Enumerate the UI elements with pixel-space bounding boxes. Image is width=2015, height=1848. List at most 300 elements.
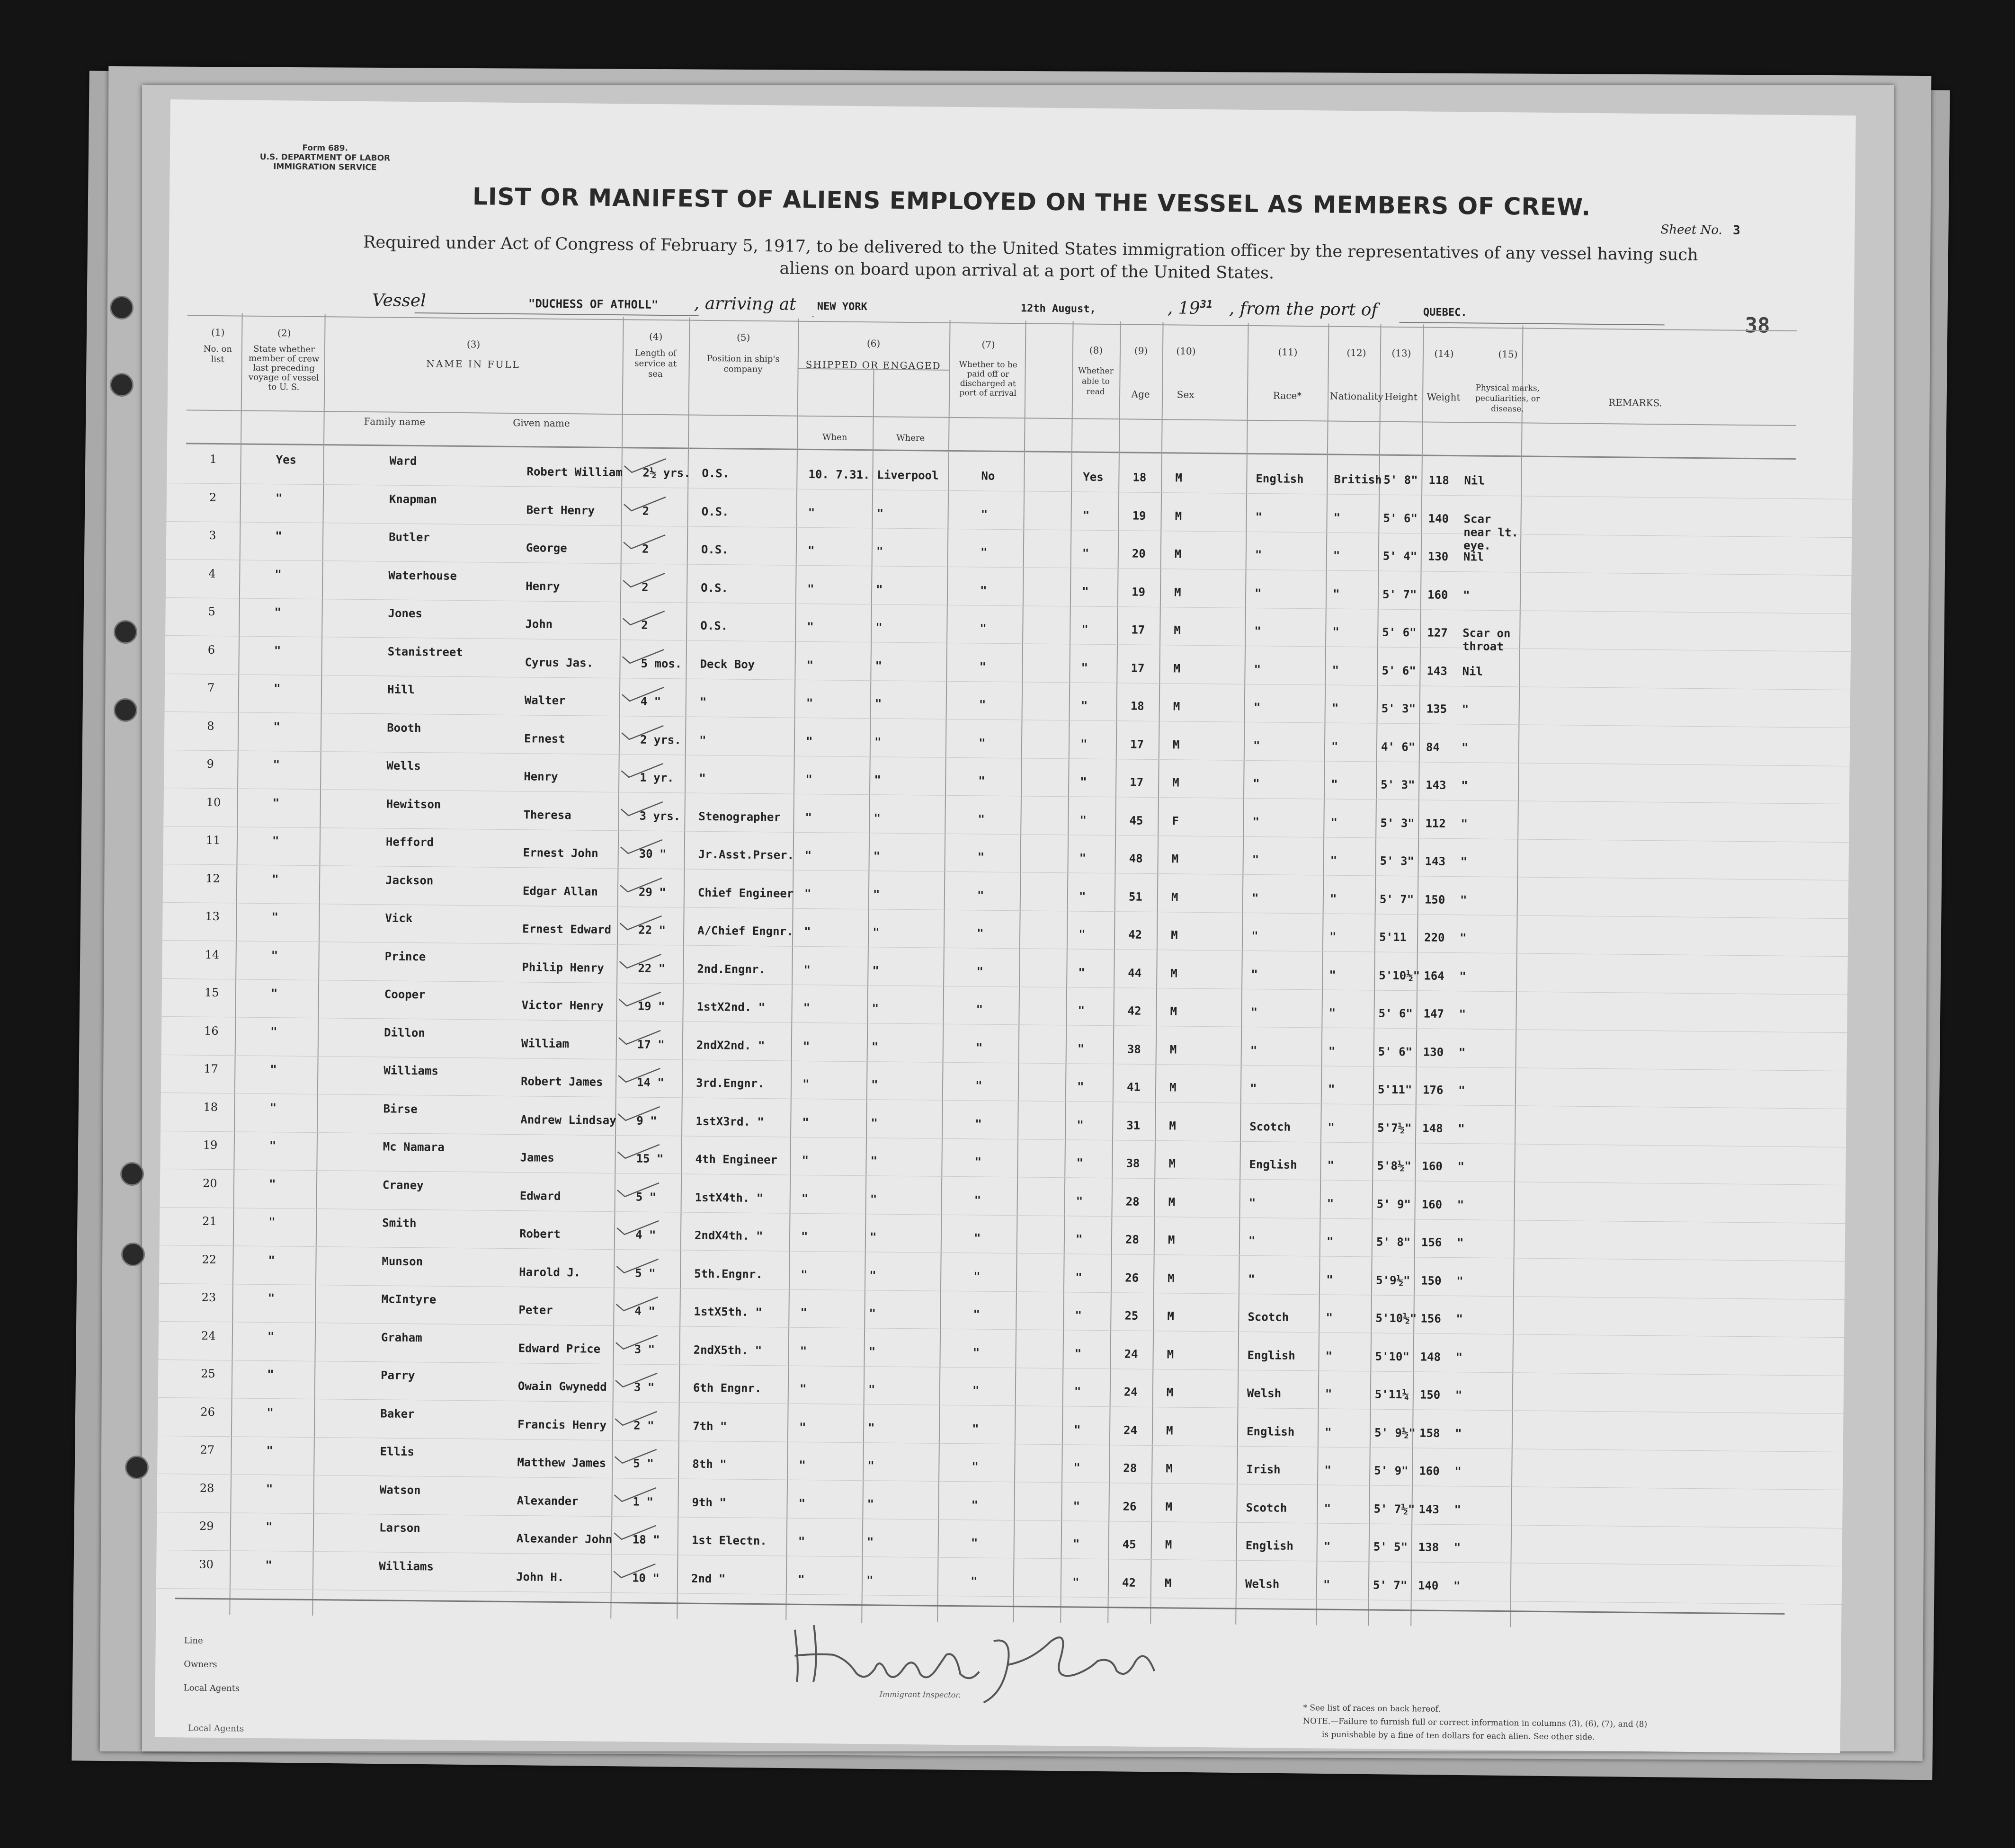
service-length: 30 " xyxy=(639,847,667,861)
shipped-where: " xyxy=(876,582,883,596)
previous-voyage: " xyxy=(267,1368,274,1381)
age: 31 xyxy=(1126,1118,1141,1132)
physical-marks: " xyxy=(1461,817,1468,830)
row-number: 5 xyxy=(208,604,216,618)
able-to-read: " xyxy=(1074,1385,1081,1398)
family-name: Williams xyxy=(383,1064,439,1078)
sex: M xyxy=(1169,1119,1176,1132)
service-length: 2 xyxy=(642,504,650,518)
family-name: Ellis xyxy=(380,1445,414,1459)
col-1-label: No. on list xyxy=(203,344,232,365)
row-number: 18 xyxy=(203,1100,218,1114)
nationality: " xyxy=(1331,739,1338,753)
height: 5' 6" xyxy=(1382,664,1416,677)
age: 18 xyxy=(1130,699,1144,713)
given-name: Alexander John xyxy=(516,1532,613,1546)
previous-voyage: " xyxy=(266,1482,273,1495)
physical-marks: " xyxy=(1455,1388,1462,1402)
weight: 143 xyxy=(1425,854,1446,868)
previous-voyage: " xyxy=(274,605,282,619)
vessel-name: "DUCHESS OF ATHOLL" xyxy=(528,297,659,311)
able-to-read: " xyxy=(1081,622,1088,636)
check-mark-icon xyxy=(608,1295,665,1314)
family-name: Williams xyxy=(379,1559,434,1573)
weight: 118 xyxy=(1428,473,1449,487)
position: 1stX4th. " xyxy=(695,1191,764,1205)
check-mark-icon xyxy=(612,952,669,971)
age: 38 xyxy=(1127,1042,1141,1056)
shipped-when: " xyxy=(804,887,811,900)
given-name: Matthew James xyxy=(517,1456,606,1470)
height: 5'11" xyxy=(1377,1083,1412,1097)
given-name: Peter xyxy=(518,1303,553,1317)
family-name: Hill xyxy=(387,683,415,697)
shipped-when: " xyxy=(799,1420,806,1434)
col-8-num: (8) xyxy=(1089,344,1103,356)
row-number: 20 xyxy=(202,1176,217,1190)
col-12-label: Nationality xyxy=(1329,390,1384,402)
col-2-num: (2) xyxy=(277,327,291,339)
given-name: Edgar Allan xyxy=(522,884,598,898)
service-length: 2½ yrs. xyxy=(642,466,691,480)
shipped-when: " xyxy=(807,582,814,595)
shipped-where: " xyxy=(867,1497,874,1510)
weight: 150 xyxy=(1421,1273,1442,1288)
nationality: " xyxy=(1333,511,1341,524)
service-length: 3 " xyxy=(634,1342,655,1356)
paid-off: " xyxy=(973,1307,981,1321)
paid-off: " xyxy=(978,774,985,788)
col-6-label: SHIPPED OR ENGAGED xyxy=(805,358,941,372)
given-name: Ernest xyxy=(524,731,565,746)
col-1-num: (1) xyxy=(211,326,225,338)
binder-hole xyxy=(120,1162,144,1186)
physical-marks: " xyxy=(1459,1007,1466,1021)
height: 5' 8" xyxy=(1383,473,1418,487)
race: " xyxy=(1253,777,1260,791)
subtitle-line-1: Required under Act of Congress of February 5, 1917, to be delivered to the United States immigration officer by the representatives of any vessel having such xyxy=(363,232,1698,265)
weight: 176 xyxy=(1422,1083,1444,1097)
sheet-number xyxy=(1660,222,1740,238)
nationality: " xyxy=(1325,1387,1332,1401)
given-name: Henry xyxy=(526,579,560,593)
given-name: Edward Price xyxy=(518,1341,601,1356)
paid-off: " xyxy=(972,1345,980,1359)
height: 5' 7" xyxy=(1379,892,1414,906)
row-number: 6 xyxy=(207,643,215,657)
able-to-read: " xyxy=(1078,1004,1085,1017)
paid-off: " xyxy=(980,622,987,635)
family-name: Vick xyxy=(385,911,413,925)
weight: 160 xyxy=(1427,588,1448,602)
able-to-read: " xyxy=(1075,1270,1082,1284)
family-name: Larson xyxy=(379,1521,420,1535)
nationality: " xyxy=(1331,777,1338,791)
able-to-read: " xyxy=(1080,737,1088,751)
position: A/Chief Engnr. xyxy=(697,924,794,938)
able-to-read: " xyxy=(1076,1156,1084,1170)
col-6-num: (6) xyxy=(866,338,881,349)
previous-voyage: " xyxy=(269,1101,277,1114)
previous-voyage: " xyxy=(268,1253,276,1267)
check-mark-icon xyxy=(615,685,671,704)
able-to-read: " xyxy=(1073,1461,1080,1475)
paid-off: " xyxy=(977,850,985,864)
row-number: 25 xyxy=(201,1367,215,1381)
weight: 127 xyxy=(1427,626,1448,640)
height: 5' 6" xyxy=(1382,625,1417,640)
paid-off: " xyxy=(974,1155,982,1169)
col-8-label: Whether able to read xyxy=(1078,366,1114,397)
age: 19 xyxy=(1131,585,1146,599)
family-name: Hefford xyxy=(385,835,434,849)
race: English xyxy=(1256,472,1304,486)
physical-marks: " xyxy=(1459,969,1466,983)
footnote-penalty: NOTE.—Failure to furnish full or correct information in columns (3), (6), (7), and (8) xyxy=(1303,1716,1648,1730)
paid-off: " xyxy=(976,964,983,978)
check-mark-icon xyxy=(610,1181,667,1200)
shipped-when: " xyxy=(807,543,815,558)
position: Chief Engineer xyxy=(697,886,794,900)
physical-marks: " xyxy=(1456,1312,1463,1326)
service-length: 5 " xyxy=(635,1190,657,1204)
shipped-where: " xyxy=(874,811,881,825)
family-name: Knapman xyxy=(389,492,437,506)
row-number: 26 xyxy=(200,1405,215,1419)
age: 24 xyxy=(1123,1385,1138,1399)
sex: M xyxy=(1169,1042,1177,1056)
footnote-races: * See list of races on back hereof. xyxy=(1303,1703,1441,1714)
previous-voyage: " xyxy=(268,1177,276,1191)
row-number: 3 xyxy=(209,528,216,542)
physical-marks: " xyxy=(1457,1160,1465,1173)
service-length: 3 " xyxy=(633,1380,655,1394)
physical-marks: " xyxy=(1456,1274,1463,1288)
height: 5' 7½" xyxy=(1373,1502,1415,1516)
weight: 160 xyxy=(1422,1159,1443,1173)
position: O.S. xyxy=(702,466,730,480)
shipped-where: " xyxy=(875,621,883,634)
service-length: 10 " xyxy=(632,1571,660,1585)
row-number: 10 xyxy=(206,795,221,809)
nationality: " xyxy=(1327,1197,1334,1210)
height: 5' 8" xyxy=(1376,1235,1411,1249)
nationality: " xyxy=(1324,1425,1332,1439)
previous-voyage: " xyxy=(275,529,282,543)
race: " xyxy=(1254,662,1261,676)
sex: F xyxy=(1172,814,1179,828)
sex: M xyxy=(1169,1081,1177,1094)
family-name: Parry xyxy=(381,1368,415,1383)
weight: 156 xyxy=(1420,1312,1441,1325)
sex: M xyxy=(1167,1309,1175,1323)
weight: 147 xyxy=(1423,1007,1444,1021)
age: 17 xyxy=(1130,737,1144,751)
race: " xyxy=(1248,1272,1255,1286)
binder-hole xyxy=(110,373,134,397)
binder-hole xyxy=(114,698,137,722)
shipped-where: " xyxy=(876,544,883,558)
shipped-when: " xyxy=(804,924,811,939)
col-3-label: NAME IN FULL xyxy=(426,358,520,371)
age: 45 xyxy=(1122,1537,1136,1551)
col-15-label: Physical marks, peculiarities, or disease. xyxy=(1475,383,1540,414)
physical-marks: " xyxy=(1456,1236,1464,1250)
previous-voyage: " xyxy=(270,1024,277,1038)
shipped-where: " xyxy=(866,1535,874,1549)
weight: 140 xyxy=(1418,1578,1439,1592)
age: 25 xyxy=(1124,1309,1139,1323)
col-5-label: Position in ship's company xyxy=(706,353,780,375)
paid-off: " xyxy=(976,1003,983,1016)
position: 5th.Engnr. xyxy=(694,1267,763,1281)
shipped-where: " xyxy=(868,1421,875,1434)
shipped-when: " xyxy=(799,1458,806,1472)
col-divider xyxy=(937,320,950,1622)
height: 5'10" xyxy=(1375,1350,1410,1363)
departure-port: QUEBEC. xyxy=(1423,306,1467,319)
col-3-num: (3) xyxy=(466,338,481,350)
position: Jr.Asst.Prser. xyxy=(698,847,794,862)
race: " xyxy=(1252,815,1260,828)
check-mark-icon xyxy=(606,1523,663,1543)
check-mark-icon xyxy=(608,1333,665,1352)
row-number: 24 xyxy=(201,1329,216,1342)
given-name: Owain Gwynedd xyxy=(517,1379,607,1394)
row-number: 16 xyxy=(204,1024,219,1038)
paid-off: " xyxy=(980,545,988,559)
check-mark-icon xyxy=(608,1371,665,1390)
weight: 160 xyxy=(1419,1464,1440,1478)
nationality: " xyxy=(1332,587,1340,601)
race: Welsh xyxy=(1245,1577,1280,1591)
from-label: , from the port of xyxy=(1229,299,1378,320)
table-bottom-rule xyxy=(175,1598,1785,1615)
previous-voyage: " xyxy=(274,643,281,657)
race: " xyxy=(1251,967,1258,981)
able-to-read: Yes xyxy=(1083,470,1104,484)
physical-marks: Nil xyxy=(1462,664,1483,678)
row-number: 21 xyxy=(202,1214,217,1228)
row-rule xyxy=(156,1588,1842,1604)
able-to-read: " xyxy=(1079,813,1087,827)
check-mark-icon xyxy=(614,761,670,781)
weight: 143 xyxy=(1427,664,1448,678)
col-4-num: (4) xyxy=(649,330,663,342)
able-to-read: " xyxy=(1076,1194,1083,1208)
col-12-header xyxy=(1330,347,1382,402)
shipped-when: " xyxy=(799,1382,807,1396)
paid-off: " xyxy=(972,1460,979,1474)
sex: M xyxy=(1175,471,1183,485)
race: Welsh xyxy=(1247,1386,1282,1400)
given-name: James xyxy=(520,1151,554,1164)
previous-voyage: " xyxy=(273,720,280,733)
nationality: " xyxy=(1326,1311,1333,1324)
height: 5'10½" xyxy=(1379,968,1420,982)
arrival-date: 12th August, xyxy=(1020,302,1096,315)
service-length: 14 " xyxy=(636,1075,665,1090)
nationality: " xyxy=(1332,625,1339,639)
age: 44 xyxy=(1128,966,1142,980)
given-name: Robert xyxy=(519,1227,561,1241)
weight: 143 xyxy=(1426,778,1446,792)
physical-marks: Nil xyxy=(1464,474,1485,488)
service-length: 1 " xyxy=(633,1495,654,1509)
check-mark-icon xyxy=(616,533,673,552)
able-to-read: " xyxy=(1072,1537,1080,1551)
able-to-read: " xyxy=(1080,775,1087,789)
family-name: Waterhouse xyxy=(388,568,457,583)
paid-off: " xyxy=(972,1384,980,1397)
race: " xyxy=(1248,1196,1256,1209)
manifest-page xyxy=(155,99,1856,1753)
physical-marks: " xyxy=(1461,740,1469,754)
service-length: 2 xyxy=(641,618,648,632)
sex: M xyxy=(1174,623,1181,637)
family-name: Mc Namara xyxy=(383,1140,445,1154)
family-name: Jackson xyxy=(385,873,434,887)
col-9-label: Age xyxy=(1131,388,1150,400)
given-name: Francis Henry xyxy=(517,1417,607,1432)
nationality: " xyxy=(1332,663,1339,677)
weight: 160 xyxy=(1421,1197,1443,1211)
local-agents-label: Local Agents xyxy=(183,1683,240,1694)
previous-voyage: " xyxy=(273,758,280,772)
nationality: " xyxy=(1324,1502,1331,1515)
position: 1st Electn. xyxy=(691,1533,767,1548)
sex: M xyxy=(1165,1500,1173,1513)
race: " xyxy=(1251,891,1259,905)
shipped-where: " xyxy=(874,735,882,748)
nationality: " xyxy=(1326,1273,1333,1287)
nationality: British xyxy=(1334,472,1382,487)
service-length: 5 " xyxy=(633,1457,654,1470)
weight: 150 xyxy=(1424,893,1445,906)
shipped-where: " xyxy=(868,1383,875,1396)
position: O.S. xyxy=(700,619,728,633)
sheet-label: Sheet No. xyxy=(1660,222,1722,238)
shipped-when: " xyxy=(798,1534,805,1548)
nationality: " xyxy=(1323,1578,1330,1591)
able-to-read: " xyxy=(1075,1232,1083,1246)
position: 2ndX2nd. " xyxy=(696,1038,765,1052)
sex: M xyxy=(1164,1576,1172,1590)
height: 5' 7" xyxy=(1382,587,1417,601)
age: 28 xyxy=(1125,1194,1140,1208)
height: 5' 7" xyxy=(1373,1578,1408,1592)
previous-voyage: Yes xyxy=(276,453,297,467)
row-number: 7 xyxy=(207,681,215,694)
previous-voyage: " xyxy=(275,567,282,581)
vessel-label: Vessel xyxy=(372,291,426,311)
height: 5'11¼ xyxy=(1374,1387,1409,1402)
given-name: William xyxy=(521,1036,570,1050)
col-divider xyxy=(785,319,799,1620)
physical-marks: " xyxy=(1454,1502,1462,1516)
given-name: Theresa xyxy=(523,808,571,822)
physical-marks: " xyxy=(1453,1579,1461,1592)
sex: M xyxy=(1168,1271,1175,1285)
position: 4th Engineer xyxy=(695,1152,778,1167)
able-to-read: " xyxy=(1080,699,1088,712)
position: 1stX5th. " xyxy=(694,1305,763,1319)
check-mark-icon xyxy=(611,1028,668,1048)
able-to-read: " xyxy=(1079,927,1086,941)
family-name: Ward xyxy=(389,454,417,468)
col-divider xyxy=(1150,322,1163,1624)
race: English xyxy=(1247,1348,1295,1362)
check-mark-icon xyxy=(610,1104,667,1124)
sex: M xyxy=(1170,966,1177,980)
service-length: 1 yr. xyxy=(640,771,674,785)
given-name: Ernest John xyxy=(523,846,598,860)
check-mark-icon xyxy=(614,723,671,743)
header-double-rule xyxy=(186,443,1796,460)
check-mark-icon xyxy=(610,1142,667,1162)
form-service: IMMIGRATION SERVICE xyxy=(273,162,377,173)
given-name: Robert William xyxy=(526,465,623,480)
nationality: " xyxy=(1329,892,1337,906)
service-length: 4 " xyxy=(635,1228,656,1242)
nationality: " xyxy=(1327,1158,1335,1172)
row-number: 17 xyxy=(204,1062,219,1076)
nationality: " xyxy=(1328,1082,1335,1096)
paid-off: " xyxy=(970,1574,978,1588)
age: 42 xyxy=(1122,1575,1136,1590)
row-number: 4 xyxy=(208,567,216,580)
col-15-num: (15) xyxy=(1498,348,1518,360)
col-13-header xyxy=(1382,348,1420,402)
position: " xyxy=(699,771,706,785)
height: 5' 3" xyxy=(1380,854,1415,868)
nationality: " xyxy=(1328,1120,1335,1134)
previous-voyage: " xyxy=(266,1444,274,1457)
row-number: 30 xyxy=(199,1557,214,1571)
height: 5' 9" xyxy=(1376,1197,1411,1211)
race: " xyxy=(1250,1043,1257,1057)
form-id-block xyxy=(260,143,391,173)
nationality: " xyxy=(1329,930,1337,943)
weight: 84 xyxy=(1426,740,1440,754)
height: 5' 5" xyxy=(1373,1540,1408,1554)
col-7-label: Whether to be paid off or discharged at port of arrival xyxy=(959,360,1017,399)
shipped-when: " xyxy=(802,1077,810,1091)
previous-voyage: " xyxy=(267,1329,275,1343)
check-mark-icon xyxy=(609,1257,666,1276)
weight: 143 xyxy=(1418,1502,1440,1516)
position: 2ndX5th. " xyxy=(693,1343,762,1357)
paid-off: " xyxy=(980,583,987,597)
col-divider xyxy=(1013,320,1026,1622)
age: 41 xyxy=(1126,1080,1141,1094)
position: O.S. xyxy=(701,542,729,557)
shipped-where-header: Where xyxy=(896,433,925,444)
sex: M xyxy=(1174,585,1181,599)
physical-marks: " xyxy=(1454,1465,1462,1478)
form-number: Form 689. xyxy=(302,143,348,153)
shipped-when: " xyxy=(803,1001,811,1015)
service-length: 2 xyxy=(642,542,649,556)
col-15-header xyxy=(1465,348,1551,415)
check-mark-icon xyxy=(615,571,672,590)
able-to-read: " xyxy=(1072,1575,1079,1589)
col-10-header xyxy=(1167,346,1205,400)
previous-voyage: " xyxy=(270,986,278,1000)
physical-marks: " xyxy=(1458,1121,1465,1135)
shipped-when: " xyxy=(805,772,812,786)
position: " xyxy=(699,733,706,747)
